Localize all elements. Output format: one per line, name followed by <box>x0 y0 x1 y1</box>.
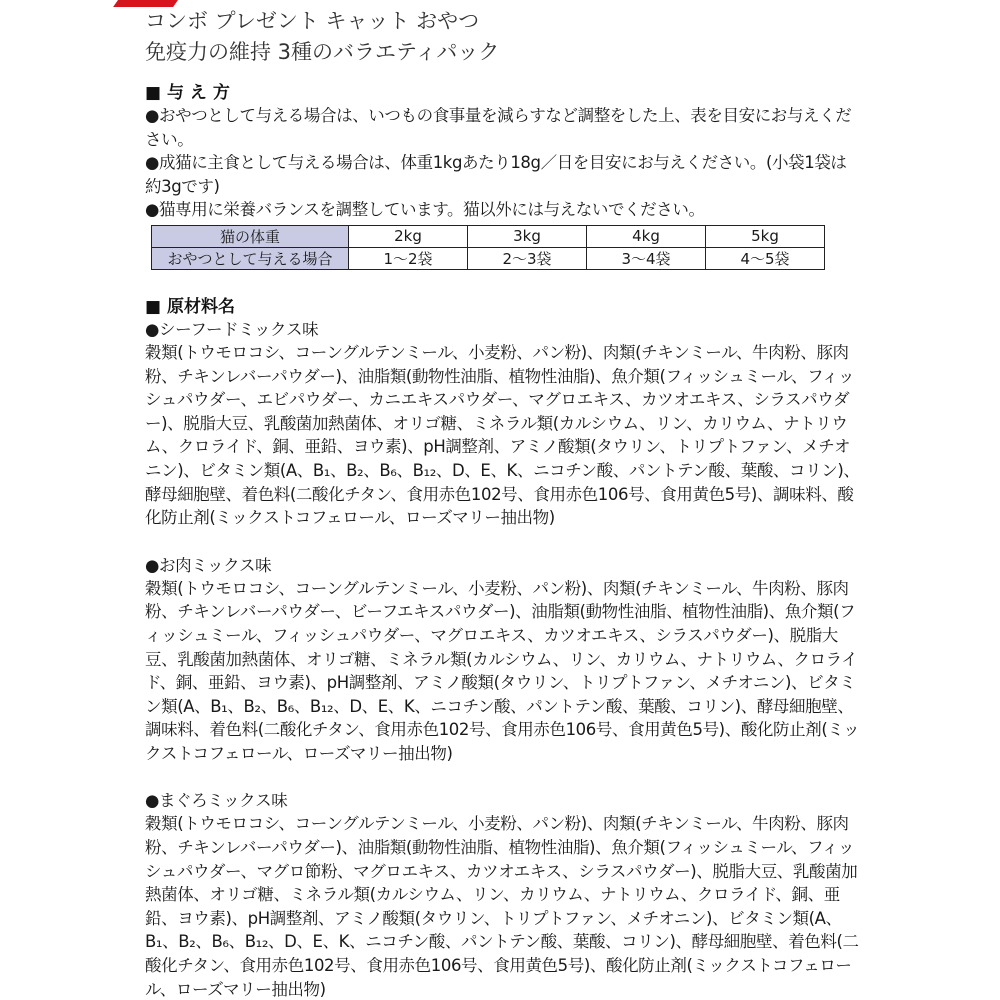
ingredient-list: 穀類(トウモロコシ、コーングルテンミール、小麦粉、パン粉)、肉類(チキンミール、牛肉粉、豚肉粉、チキンレバーパウダー、ビーフエキスパウダー)、油脂類(動物性油脂、植物性油脂)、魚介類(フィッシュミール、フィッシュパウダー、マグロエキス、カツオエキス、シラスパウダー)、脱脂大豆、乳酸菌加熱菌体、オリゴ糖、ミネラル類(カルシウム、リン、カリウム、ナトリウム、クロライド、銅、亜鉛、ヨウ素)、pH調整剤、アミノ酸類(タウリン、トリプトファン、メチオニン)、ビタミン類(A、B₁、B₂、B₆、B₁₂、D、E、K、ニコチン酸、パントテン酸、葉酸、コリン)、酵母細胞壁、調味料、着色料(二酸化チタン、食用赤色102号、食用赤色106号、食用黄色5号)、酸化防止剤(ミックストコフェロール、ローズマリー抽出物) <box>145 578 860 763</box>
product-title-line-1: コンボ プレゼント キャット おやつ <box>145 9 480 33</box>
flavor-block-tuna <box>145 789 860 1000</box>
table-cell: 3kg <box>468 225 587 247</box>
flavor-title: ●まぐろミックス味 <box>145 791 288 811</box>
flavor-title: ●お肉ミックス味 <box>145 555 272 575</box>
flavor-title: ●シーフードミックス味 <box>145 319 319 339</box>
product-title-line-2: 免疫力の維持 3種のバラエティパック <box>145 40 500 64</box>
table-cell: 3～4袋 <box>587 247 706 269</box>
usage-heading: ■ 与 え 方 <box>145 83 230 103</box>
table-cell: 1～2袋 <box>349 247 468 269</box>
ingredient-list: 穀類(トウモロコシ、コーングルテンミール、小麦粉、パン粉)、肉類(チキンミール、牛肉粉、豚肉粉、チキンレバーパウダー)、油脂類(動物性油脂、植物性油脂)、魚介類(フィッシュミール、フィッシュパウダー、マグロ節粉、マグロエキス、カツオエキス、シラスパウダー)、脱脂大豆、乳酸菌加熱菌体、オリゴ糖、ミネラル類(カルシウム、リン、カリウム、ナトリウム、クロライド、銅、亜鉛、ヨウ素)、pH調整剤、アミノ酸類(タウリン、トリプトファン、メチオニン)、ビタミン類(A、B₁、B₂、B₆、B₁₂、D、E、K、ニコチン酸、パントテン酸、葉酸、コリン)、酵母細胞壁、着色料(二酸化チタン、食用赤色102号、食用赤色106号、食用黄色5号)、酸化防止剤(ミックストコフェロール、ローズマリー抽出物) <box>145 814 859 999</box>
flavor-block-meat <box>145 554 860 766</box>
table-cell: 2kg <box>349 225 468 247</box>
table-cell: 2～3袋 <box>468 247 587 269</box>
ingredient-list: 穀類(トウモロコシ、コーングルテンミール、小麦粉、パン粉)、肉類(チキンミール、牛肉粉、豚肉粉、チキンレバーパウダー)、油脂類(動物性油脂、植物性油脂)、魚介類(フィッシュミール、フィッシュパウダー、エビパウダー、カニエキスパウダー、マグロエキス、カツオエキス、シラスパウダー)、脱脂大豆、乳酸菌加熱菌体、オリゴ糖、ミネラル類(カルシウム、リン、カリウム、ナトリウム、クロライド、銅、亜鉛、ヨウ素)、pH調整剤、アミノ酸類(タウリン、トリプトファン、メチオニン)、ビタミン類(A、B₁、B₂、B₆、B₁₂、D、E、K、ニコチン酸、パントテン酸、葉酸、コリン)、酵母細胞壁、着色料(二酸化チタン、食用赤色102号、食用赤色106号、食用黄色5号)、調味料、酸化防止剤(ミックストコフェロール、ローズマリー抽出物) <box>145 342 860 528</box>
table-row <box>152 225 825 247</box>
table-cell: 4～5袋 <box>706 247 825 269</box>
table-cell: 5kg <box>706 225 825 247</box>
spacer <box>145 765 860 789</box>
usage-note-1: ●おやつとして与える場合は、いつもの食事量を減らすなど調整をした上、表を目安にお与えください。 <box>145 106 852 149</box>
feeding-amount-table <box>151 225 825 270</box>
flavor-block-seafood <box>145 318 860 530</box>
spacer <box>145 530 860 554</box>
table-header-cell: 猫の体重 <box>152 225 349 247</box>
usage-note-2: ●成猫に主食として与える場合は、体重1kgあたり18g／日を目安にお与えください。(小袋1袋は約3gです) <box>145 153 847 196</box>
table-row <box>152 247 825 269</box>
table-header-cell: おやつとして与える場合 <box>152 247 349 269</box>
ingredients-heading: ■ 原材料名 <box>145 296 235 317</box>
usage-note-3: ●猫専用に栄養バランスを調整しています。猫以外には与えないでください。 <box>145 200 705 220</box>
product-label-panel <box>145 6 860 1000</box>
table-cell: 4kg <box>587 225 706 247</box>
